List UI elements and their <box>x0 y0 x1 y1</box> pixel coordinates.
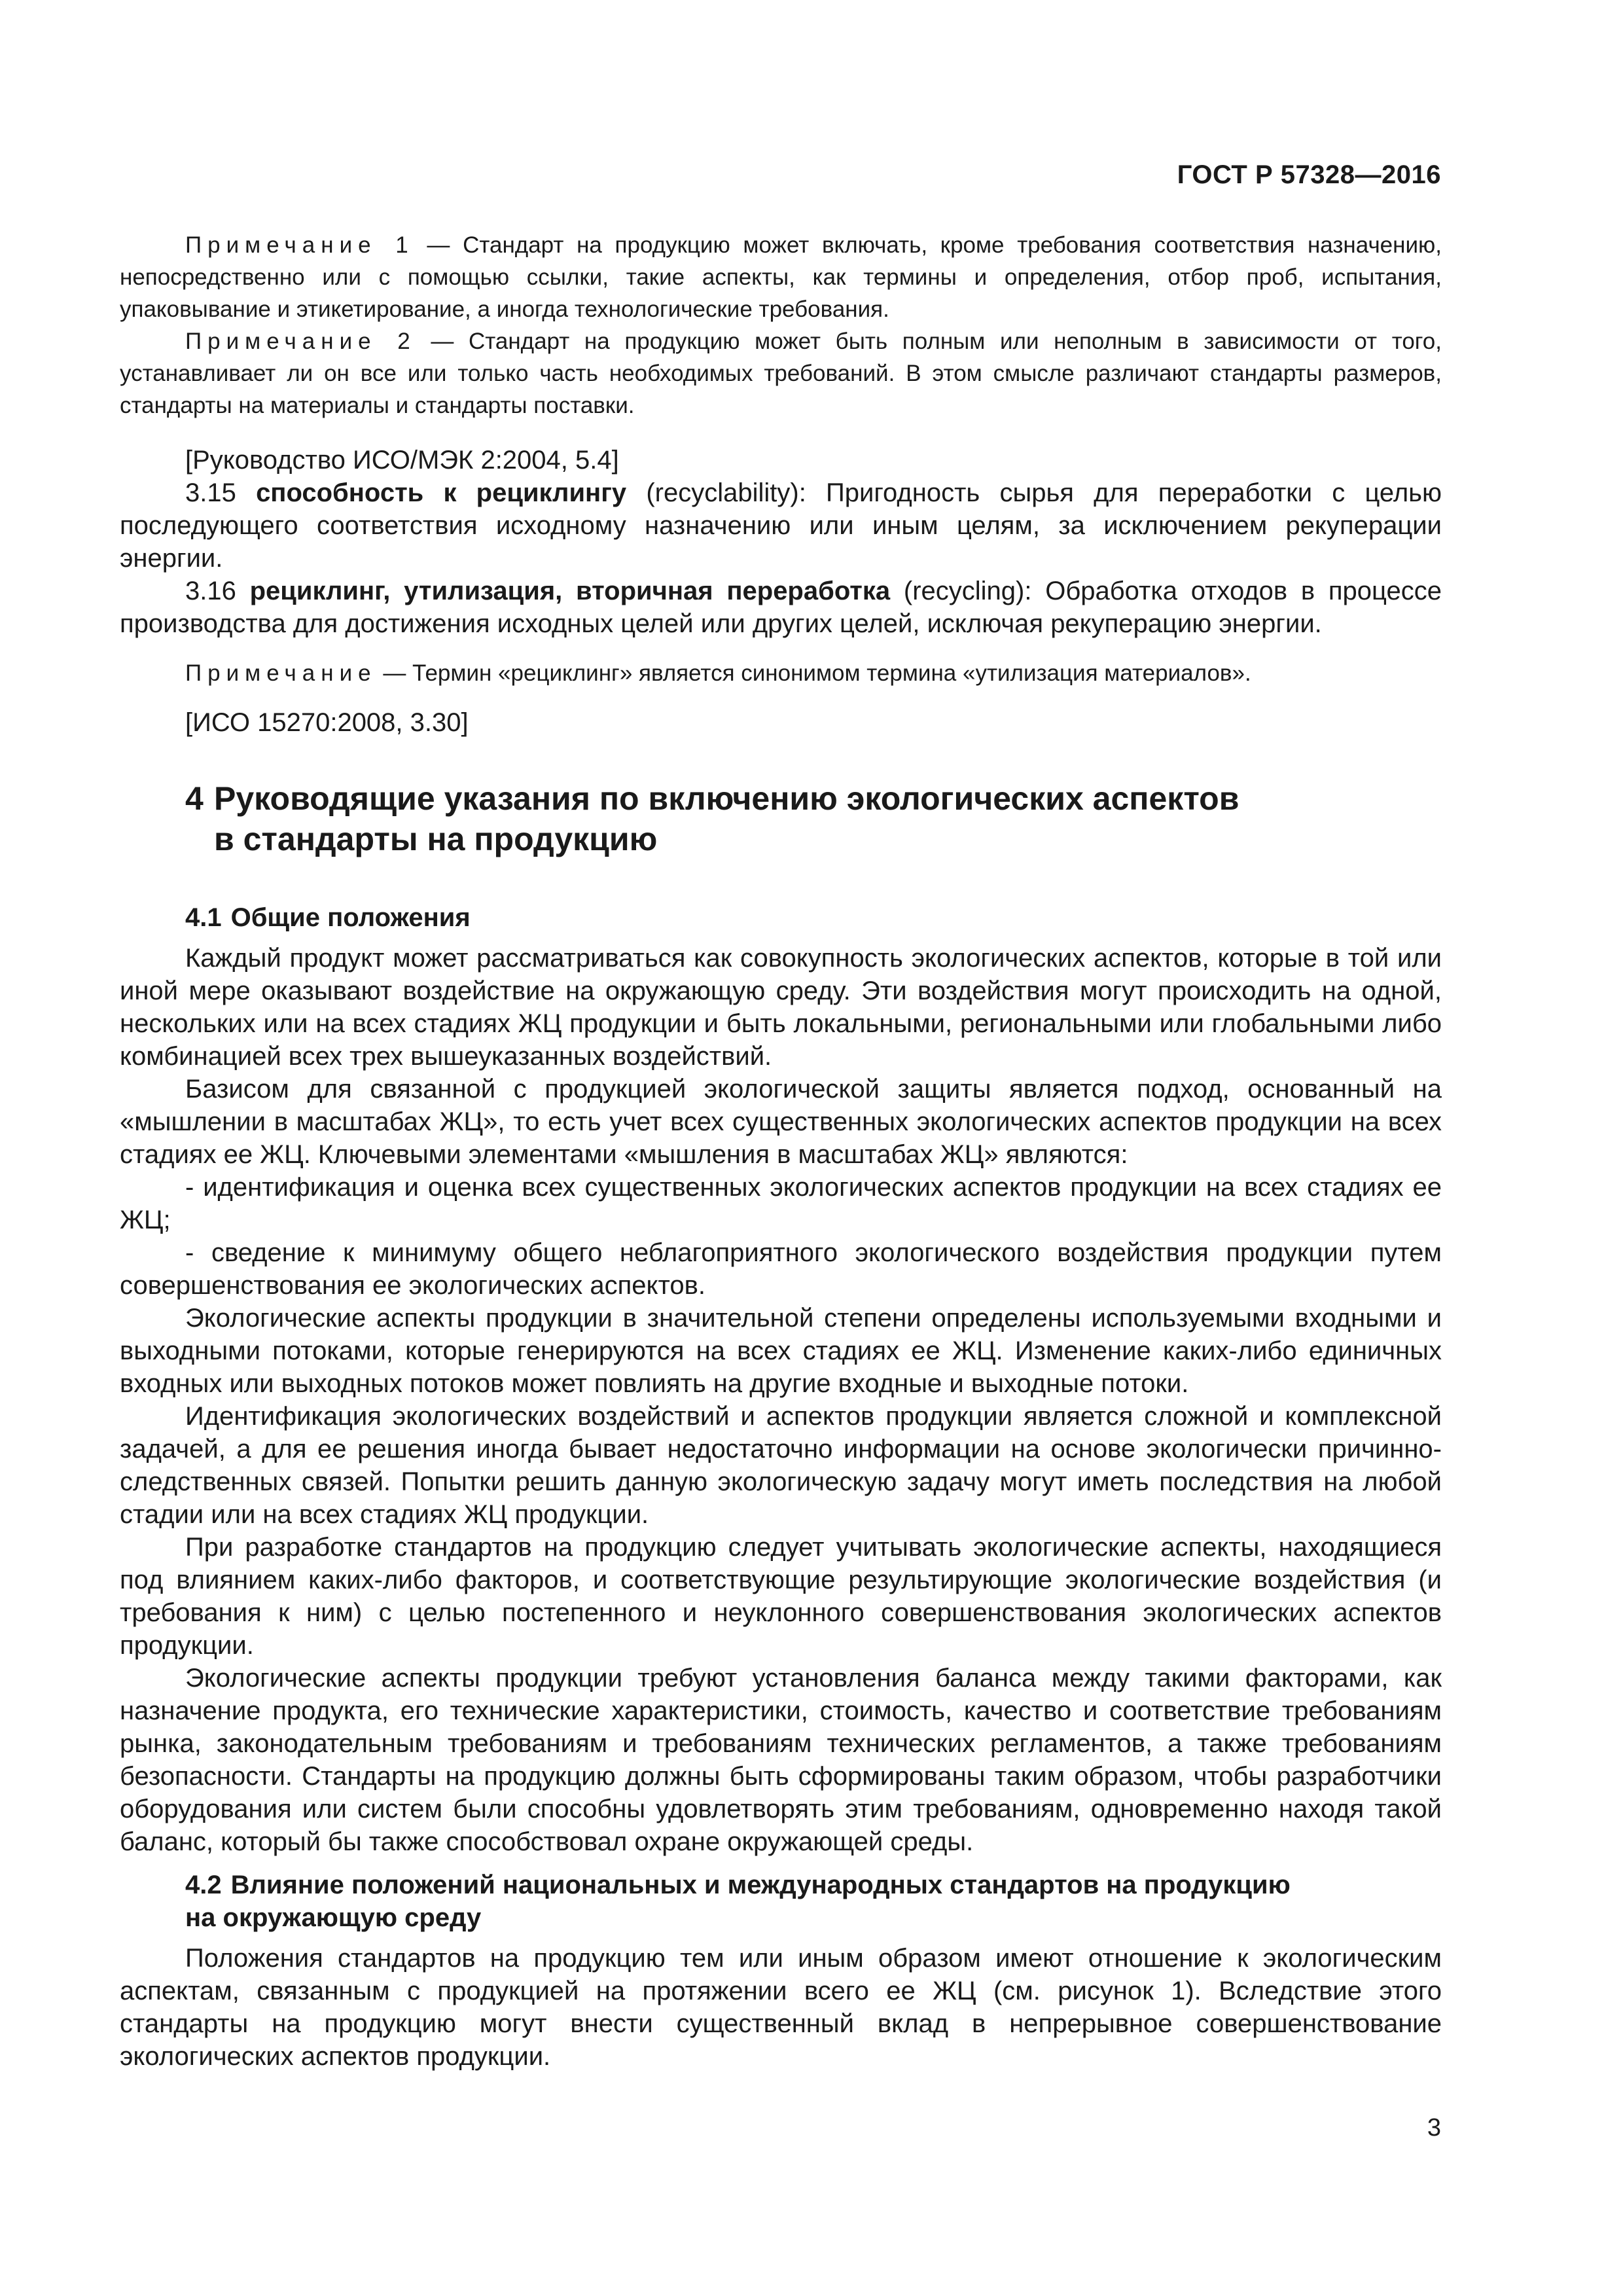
paragraph: Экологические аспекты продукции в значительной степени определены используемыми входными и выходными потоками, которые генерируются на всех стадиях ее ЖЦ. Изменение каких-либо единичных входных или выходных потоков может повлиять на другие входные и выходные потоки. <box>120 1304 1442 1398</box>
list-item: - сведение к минимуму общего неблагоприятного экологического воздействия продукции путем совершенствования ее экологических аспектов. <box>120 1238 1442 1300</box>
term-3-15 <box>120 476 1442 575</box>
term-name: рециклинг, утилизация, вторичная переработка <box>249 577 891 605</box>
section-number: 4.1 <box>185 903 222 932</box>
list-item: - идентификация и оценка всех существенных экологических аспектов продукции на всех стадиях ее ЖЦ; <box>120 1173 1442 1234</box>
paragraph: Экологические аспекты продукции требуют установления баланса между такими факторами, как назначение продукта, его технические характеристики, стоимость, качество и соответствие требованиям рынка, законодательным требованиям и требованиям технических регламентов, а также требованиям безопасности. Стандарты на продукцию должны быть сформированы таким образом, чтобы разработчики оборудования или систем были способны удовлетворять этим требованиям, одновременно находя такой баланс, который бы также способствовал охране окружающей среды. <box>120 1664 1442 1856</box>
paragraph: Положения стандартов на продукцию тем или иным образом имеют отношение к экологическим аспектам, связанным с продукцией на протяжении всего ее ЖЦ (см. рисунок 1). Вследствие этого стандарты на продукцию могут внести существенный вклад в непрерывное совершенствование экологических аспектов продукции. <box>120 1944 1442 2071</box>
page-number: 3 <box>1427 2114 1441 2142</box>
reference-source: [ИСО 15270:2008, 3.30] <box>185 708 469 737</box>
note-label: Примечание 2 <box>185 329 416 354</box>
section-number: 4 <box>185 780 204 817</box>
note-text: — Термин «рециклинг» является синонимом термина «утилизация материалов». <box>376 660 1251 686</box>
section-4-2-heading <box>120 1869 1442 1934</box>
section-title-line-2: на окружающую среду <box>185 1903 482 1932</box>
page-content <box>120 229 1442 2073</box>
section-4-heading <box>120 778 1442 859</box>
term-3-16 <box>120 575 1442 640</box>
reference-source: [Руководство ИСО/МЭК 2:2004, 5.4] <box>185 446 619 475</box>
note-3 <box>120 657 1442 689</box>
term-name: способность к рециклингу <box>256 478 627 507</box>
paragraph: Каждый продукт может рассматриваться как совокупность экологических аспектов, которые в той или иной мере оказывают воздействие на окружающую среду. Эти воздействия могут происходить на одной, нескольких или на всех стадиях ЖЦ продукции и быть локальными, региональными или глобальными либо комбинацией всех трех вышеуказанных воздействий. <box>120 944 1442 1071</box>
term-number: 3.15 <box>185 478 257 507</box>
paragraph: При разработке стандартов на продукцию следует учитывать экологические аспекты, находящиеся под влиянием каких-либо факторов, и соответствующие результирующие экологические воздействия (и требования к ним) с целью постепенного и неуклонного совершенствования экологических аспектов продукции. <box>120 1533 1442 1660</box>
note-label: Примечание <box>185 660 377 686</box>
paragraph: Идентификация экологических воздействий и аспектов продукции является сложной и комплексной задачей, а для ее решения иногда бывает недостаточно информации на основе экологически причинно-следственных связей. Попытки решить данную экологическую задачу могут иметь последствия на любой стадии или на всех стадиях ЖЦ продукции. <box>120 1402 1442 1529</box>
term-definition: (recyclability): Пригодность сырья для переработки с целью последующего соответствия исходному назначению или иным целям, за исключением рекуперации энергии. <box>120 478 1442 573</box>
document-code-header: ГОСТ Р 57328—2016 <box>1177 160 1441 189</box>
section-number: 4.2 <box>185 1871 222 1899</box>
section-title-line-1: Руководящие указания по включению экологических аспектов <box>214 780 1240 817</box>
note-2 <box>120 325 1442 422</box>
section-title-line-1: Влияние положений национальных и международных стандартов на продукцию <box>230 1871 1291 1899</box>
note-1 <box>120 229 1442 325</box>
note-text: — Стандарт на продукцию может быть полным или неполным в зависимости от того, устанавливает ли он все или только часть необходимых требований. В этом смысле различают стандарты размеров, стандарты на материалы и стандарты поставки. <box>120 329 1442 418</box>
section-title-line-2: в стандарты на продукцию <box>214 821 658 857</box>
section-title: Общие положения <box>230 903 471 932</box>
section-4-1-heading <box>120 901 1442 934</box>
term-definition: (recycling): Обработка отходов в процессе производства для достижения исходных целей или других целей, исключая рекуперацию энергии. <box>120 577 1442 638</box>
note-text: — Стандарт на продукцию может включать, кроме требования соответствия назначению, непосредственно или с помощью ссылки, такие аспекты, как термины и определения, отбор проб, испытания, упаковывание и этикетирование, а иногда технологические требования. <box>120 232 1442 322</box>
note-label: Примечание 1 <box>185 232 414 258</box>
term-number: 3.16 <box>185 577 250 605</box>
paragraph: Базисом для связанной с продукцией экологической защиты является подход, основанный на «мышлении в масштабах ЖЦ», то есть учет всех существенных экологических аспектов продукции на всех стадиях ее ЖЦ. Ключевыми элементами «мышления в масштабах ЖЦ» являются: <box>120 1075 1442 1169</box>
